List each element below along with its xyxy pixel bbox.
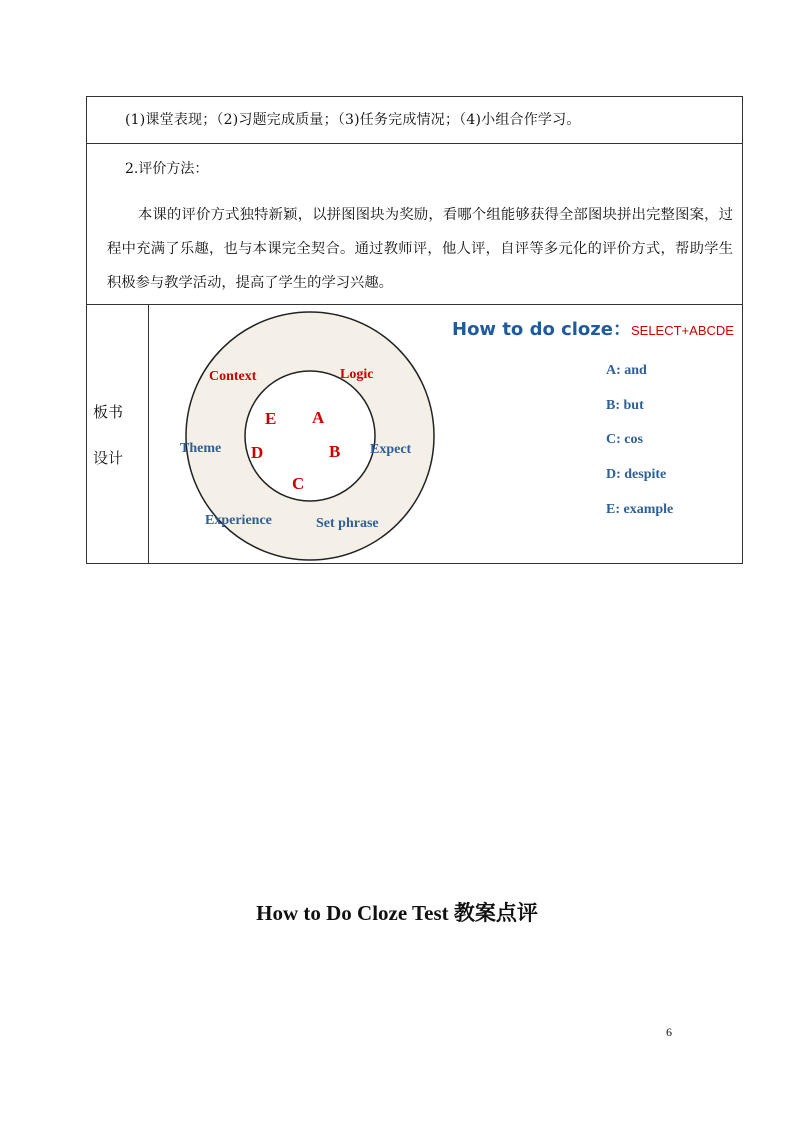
board-label-line1: 板书 (93, 403, 124, 421)
ring-label-expect: Expect (370, 442, 412, 457)
option-b: B: but (606, 397, 644, 413)
option-list (606, 363, 673, 536)
evaluation-table (86, 96, 743, 564)
evaluation-criteria: (1)课堂表现；（2)习题完成质量；（3)任务完成情况；（4)小组合作学习。 (125, 112, 581, 128)
ring-label-logic: Logic (340, 367, 374, 382)
ring-label-context: Context (209, 369, 257, 384)
board-design-row (87, 305, 742, 563)
ring-label-theme: Theme (180, 441, 222, 456)
option-d: D: despite (606, 467, 667, 483)
board-heading (452, 315, 734, 341)
page-number: 6 (666, 1025, 672, 1039)
board-design-label-cell (87, 305, 149, 563)
option-c: C: cos (606, 432, 643, 448)
option-a: A: and (606, 363, 647, 378)
option-e: E: example (606, 501, 674, 517)
inner-letter-c: C (292, 474, 305, 493)
inner-letter-b: B (329, 442, 341, 461)
board-heading-main: How to do cloze： (452, 319, 631, 340)
inner-letter-e: E (265, 409, 277, 428)
ring-label-experience: Experience (205, 513, 272, 528)
board-design-cell (149, 305, 742, 563)
board-label-line2: 设计 (93, 449, 124, 467)
ring-label-set-phrase: Set phrase (316, 516, 379, 531)
inner-letter-d: D (251, 443, 264, 462)
inner-circle (245, 371, 375, 501)
document-title: How to Do Cloze Test 教案点评 (256, 901, 538, 925)
board-heading-sub: SELECT+ABCDE (630, 323, 734, 338)
method-row (87, 144, 742, 305)
method-heading: 2.评价方法： (125, 161, 209, 177)
method-paragraph: 本课的评价方式独特新颖，以拼图图块为奖励，看哪个组能够获得全部图块拼出完整图案，过程中充满了乐趣，也与本课完全契合。通过教师评，他人评，自评等多元化的评价方式，帮助学生积极参与教学活动，提高了学生的学习兴趣。 (107, 207, 733, 291)
criteria-row (87, 97, 742, 144)
inner-letter-a: A (312, 408, 325, 427)
